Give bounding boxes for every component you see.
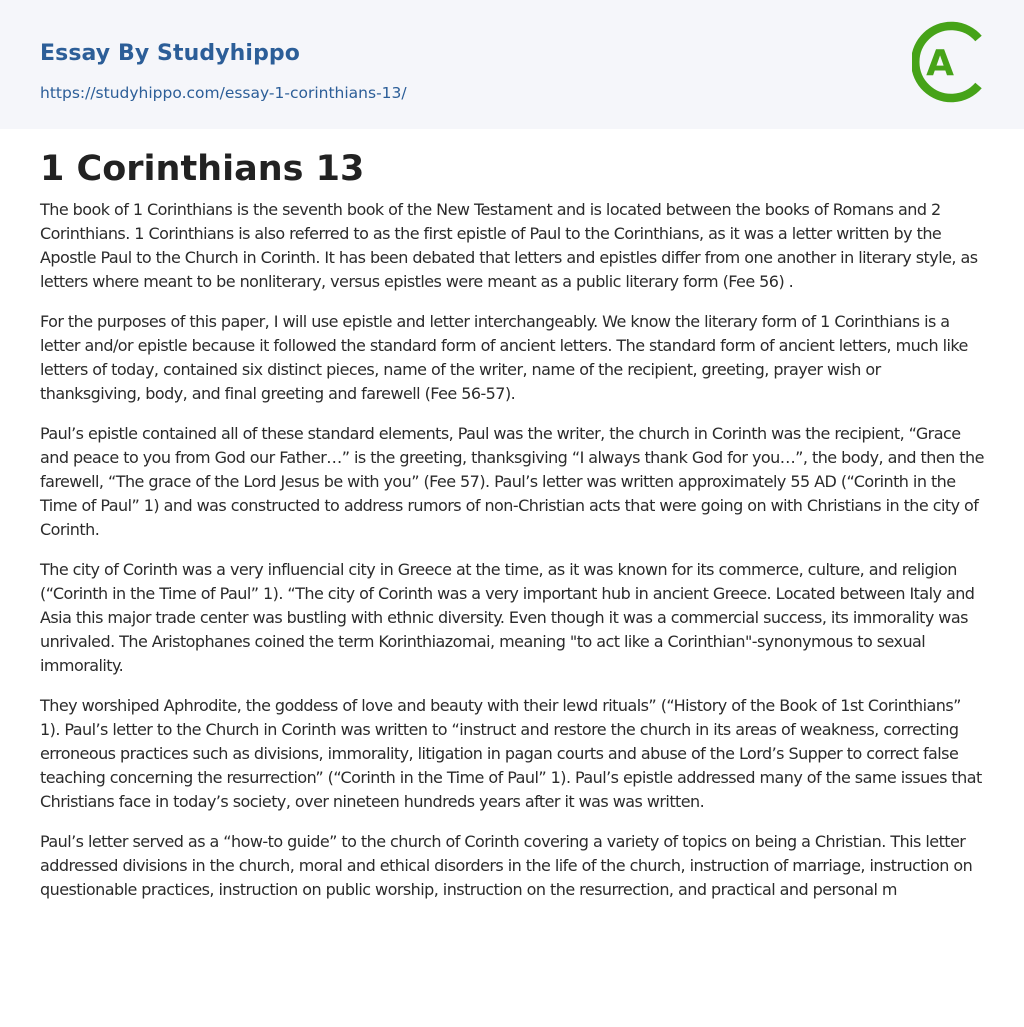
source-url-link[interactable]: https://studyhippo.com/essay-1-corinthians-13/ [40,84,407,102]
essay-body [0,129,1024,902]
essay-paragraph: Paul’s epistle contained all of these standard elements, Paul was the writer, the church in Corinth was the recipient, “Grace and peace to you from God our Father…” is the greeting, thanksgiving “I always thank God for you…”, the body, and then the farewell, “The grace of the Lord Jesus be with you” (Fee 57). Paul’s letter was written approximately 55 AD (“Corinth in the Time of Paul” 1) and was constructed to address rumors of non-Christian acts that were going on with Christians in the city of Corinth. [40,424,984,539]
essay-paragraph: Paul’s letter served as a “how-to guide” to the church of Corinth covering a variety of topics on being a Christian. This letter addressed divisions in the church, moral and ethical disorders in the life of the church, instruction of marriage, instruction on questionable practices, instruction on public worship, instruction on the resurrection, and practical and personal m [40,832,973,899]
essay-title: 1 Corinthians 13 [40,149,365,189]
logo-letter: A [926,43,954,84]
site-header [0,0,1024,129]
essay-paragraph: They worshiped Aphrodite, the goddess of love and beauty with their lewd rituals” (“History of the Book of 1st Corinthians” 1). Paul’s letter to the Church in Corinth was written to “instruct and restore the church in its areas of weakness, correcting erroneous practices such as divisions, immorality, litigation in pagan courts and abuse of the Lord’s Supper to correct false teaching concerning the resurrection” (“Corinth in the Time of Paul” 1). Paul’s epistle addressed many of the same issues that Christians face in today’s society, over nineteen hundreds years after it was was written. [40,696,982,811]
site-brand[interactable]: Essay By Studyhippo [40,41,300,66]
essay-paragraph: For the purposes of this paper, I will use epistle and letter interchangeably. We know the literary form of 1 Corinthians is a letter and/or epistle because it followed the standard form of ancient letters. The standard form of ancient letters, much like letters of today, contained six distinct pieces, name of the writer, name of the recipient, greeting, prayer wish or thanksgiving, body, and final greeting and farewell (Fee 56-57). [40,312,968,403]
essay-paragraph: The book of 1 Corinthians is the seventh book of the New Testament and is located between the books of Romans and 2 Corinthians. 1 Corinthians is also referred to as the first epistle of Paul to the Corinthians, as it was a letter written by the Apostle Paul to the Church in Corinth. It has been debated that letters and epistles differ from one another in literary style, as letters where meant to be nonliterary, versus epistles were meant as a public literary form (Fee 56) . [40,200,978,291]
essay-paragraph: The city of Corinth was a very influencial city in Greece at the time, as it was known for its commerce, culture, and religion (“Corinth in the Time of Paul” 1). “The city of Corinth was a very important hub in ancient Greece. Located between Italy and Asia this major trade center was bustling with ethnic diversity. Even though it was a commercial success, its immorality was unrivaled. The Aristophanes coined the term Korinthiazomai, meaning "to act like a Corinthian"-synonymous to sexual immorality. [40,560,975,675]
studyhippo-logo-icon[interactable] [912,19,988,105]
